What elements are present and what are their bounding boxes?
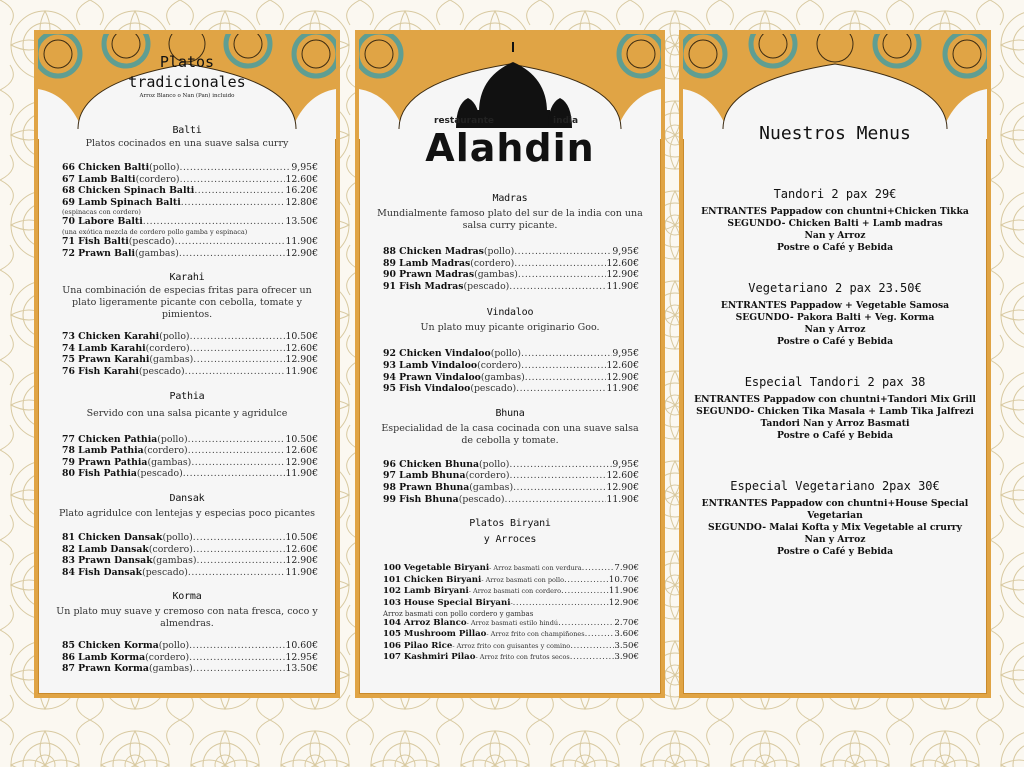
item-name: 101 Chicken Biryani (383, 574, 482, 585)
section-title-line2: tradicionales (128, 73, 246, 91)
dot-leader (191, 457, 285, 469)
dot-leader (504, 494, 606, 506)
item-note: (pescado) (458, 493, 505, 505)
item-note: (gambas) (152, 555, 197, 567)
item-name: 84 Fish Dansak (62, 566, 143, 578)
dot-leader (518, 269, 607, 281)
pathia-desc: Servido con una salsa picante y agridulce (86, 407, 288, 419)
dot-leader (514, 246, 612, 258)
dansak-list (62, 532, 318, 578)
balti-list (62, 162, 318, 208)
dot-leader (558, 618, 614, 630)
menu-item-row (62, 434, 318, 446)
item-name: 91 Fish Madras (383, 280, 464, 292)
item-note: (pollo) (479, 458, 510, 470)
item-note-69: (espinacas con cordero) (62, 208, 141, 217)
item-note: (gambas) (149, 354, 194, 366)
item-name: 106 Pilao Rice (383, 640, 453, 651)
set-menu-line: SEGUNDO- Pakora Balti + Veg. Korma (735, 312, 935, 323)
item-name: 100 Vegetable Biryani (383, 563, 490, 574)
dot-leader (179, 248, 286, 260)
item-price: 12.90€ (606, 371, 639, 383)
item-name: 97 Lamb Bhuna (383, 470, 466, 482)
balti-list-70 (62, 216, 318, 228)
balti-desc: Platos cocinados en una suave salsa curry (85, 138, 289, 149)
menu-item-row (383, 246, 639, 258)
menu-item-row (62, 544, 318, 556)
item-price: 11.90€ (285, 468, 318, 480)
item-note: - (510, 598, 513, 607)
set-menu-line: ENTRANTES Pappadow + Vegetable Samosa (720, 300, 950, 311)
item-note: - Arroz basmati con cordero (468, 587, 562, 596)
dot-leader (196, 555, 285, 567)
item-name: 70 Labore Balti (62, 216, 143, 228)
set-menu-block (683, 478, 987, 558)
item-name: 80 Fish Pathia (62, 468, 137, 480)
item-price: 11.90€ (285, 566, 318, 578)
set-menu-line: ENTRANTES Pappadow con chuntni+House Special Vegetarian (701, 498, 969, 521)
item-name: 82 Lamb Dansak (62, 543, 149, 555)
item-name: 93 Lamb Vindaloo (383, 359, 478, 371)
dot-leader (193, 663, 286, 675)
menu-item-row (62, 354, 318, 366)
item-price: 11.90€ (606, 280, 639, 292)
menu-item-row (62, 652, 318, 664)
dot-leader (190, 343, 286, 355)
item-price: 10.50€ (285, 433, 318, 445)
dot-leader (175, 236, 286, 248)
item-price: 12.90€ (608, 597, 639, 608)
set-menu-line: SEGUNDO- Chicken Tika Masala + Lamb Tika Jalfrezi (696, 406, 974, 417)
item-note: (pescado) (463, 280, 510, 292)
set-menu-block (683, 280, 987, 348)
menu-item-row (62, 468, 318, 480)
item-note: (pescado) (138, 365, 185, 377)
set-menu-title: Especial Tandori 2 pax 38 (744, 375, 926, 389)
item-note: (pollo) (159, 331, 190, 343)
dansak-desc: Plato agridulce con lentejas y especias poco picantes (59, 507, 315, 519)
dot-leader (194, 185, 285, 197)
item-note: (cordero) (145, 342, 190, 354)
menu-item-row (383, 470, 639, 482)
madras-list (383, 246, 639, 292)
dot-leader (189, 652, 285, 664)
item-note: (cordero) (143, 445, 188, 457)
dot-leader (570, 652, 615, 664)
item-note: - Arroz frito con guisantes y comino (452, 641, 571, 650)
item-note: (pollo) (483, 246, 515, 257)
karahi-desc: Una combinación de especias fritas para ofrecer un plato ligeramente picante con cebolla, tomate y pimientos. (62, 285, 312, 321)
item-price: 10.60€ (285, 640, 318, 652)
panel-traditional-dishes (34, 30, 340, 698)
item-price: 2.70€ (614, 617, 639, 628)
item-note: (cordero) (477, 359, 522, 371)
dot-leader (179, 162, 291, 174)
set-menu-block (683, 374, 987, 442)
menu-item-row (62, 343, 318, 355)
menu-item-row (62, 248, 318, 260)
item-price: 12.60€ (606, 257, 639, 269)
vindaloo-title: Vindaloo (486, 307, 534, 319)
item-note: - Arroz frito con champiñones (486, 630, 585, 639)
menu-item-row (383, 348, 639, 360)
karahi-title: Karahi (169, 272, 205, 284)
dot-leader (188, 434, 286, 446)
dot-leader (188, 445, 286, 457)
item-name: 78 Lamb Pathia (62, 445, 144, 457)
biryani-title-line1: Platos Biryani (469, 518, 551, 530)
item-note: (cordero) (135, 173, 180, 185)
dot-leader (525, 372, 607, 384)
set-menu-title: Especial Vegetariano 2pax 30€ (730, 479, 940, 493)
menu-item-row (383, 281, 639, 293)
dot-leader (516, 383, 606, 395)
dot-leader (521, 360, 606, 372)
set-menu-block (683, 186, 987, 254)
korma-title: Korma (172, 591, 202, 603)
dot-leader (189, 640, 285, 652)
dot-leader (143, 216, 286, 228)
set-menu-line: ENTRANTES Pappadow con chuntni+Chicken Tikka (701, 206, 969, 217)
section-title-line1: Platos (159, 53, 215, 71)
panel-set-menus (679, 30, 991, 698)
item-note-103: Arroz basmati con pollo cordero y gambas (383, 609, 534, 618)
item-price: 10.50€ (285, 531, 318, 543)
menu-item-row (62, 366, 318, 378)
title-note: Arroz Blanco o Nan (Pan) incluido (139, 93, 235, 99)
dot-leader (509, 459, 612, 471)
item-name: 104 Arroz Blanco (383, 617, 467, 628)
menu-item-row (62, 216, 318, 228)
dot-leader (188, 567, 286, 579)
item-price: 11.90€ (285, 365, 318, 377)
item-note: (pollo) (158, 640, 190, 652)
item-price: 3.50€ (614, 640, 639, 651)
item-name: 86 Lamb Korma (62, 651, 146, 663)
restaurant-name-logo: Alahdin (425, 126, 595, 170)
dot-leader (509, 470, 606, 482)
dot-leader (582, 563, 615, 575)
item-name: 107 Kashmiri Pilao (383, 652, 476, 663)
menu-item-row (62, 567, 318, 579)
set-menu-line: ENTRANTES Pappadow con chuntni+Tandori Mix Grill (694, 394, 976, 405)
menu-item-row (383, 629, 639, 641)
dot-leader (185, 366, 286, 378)
menu-item-row (62, 640, 318, 652)
item-price: 11.90€ (608, 586, 639, 597)
item-price: 13.50€ (285, 216, 318, 228)
item-price: 7.90€ (614, 563, 639, 574)
set-menu-line: SEGUNDO- Chicken Balti + Lamb madras (727, 218, 943, 229)
item-name: 92 Chicken Vindaloo (383, 348, 491, 360)
set-menu-line: Postre o Café y Bebida (776, 336, 894, 347)
item-name: 87 Prawn Korma (62, 663, 149, 675)
dot-leader (193, 354, 285, 366)
item-price: 11.90€ (606, 493, 639, 505)
menu-item-row (62, 445, 318, 457)
menu-item-row (62, 457, 318, 469)
menu-item-row (383, 258, 639, 270)
dot-leader (570, 641, 614, 653)
item-note: (cordero) (148, 543, 193, 555)
menu-item-row (383, 652, 639, 664)
item-name: 90 Prawn Madras (383, 269, 475, 281)
menu-item-row (383, 494, 639, 506)
menu-item-row (62, 532, 318, 544)
item-price: 12.95€ (285, 651, 318, 663)
item-name: 68 Chicken Spinach Balti (62, 185, 195, 197)
item-name: 66 Chicken Balti (62, 162, 150, 173)
item-note: (pollo) (157, 433, 188, 445)
dot-leader (513, 482, 606, 494)
menu-item-row (62, 663, 318, 675)
menu-item-row (383, 598, 639, 610)
item-price: 9,95€ (612, 458, 639, 470)
item-note: (gambas) (469, 481, 514, 493)
balti-list-2 (62, 236, 318, 259)
pathia-title: Pathia (169, 390, 205, 402)
menu-item-row (62, 197, 318, 209)
item-note: (cordero) (465, 470, 510, 482)
item-note: (gambas) (480, 371, 525, 383)
biryani-title-line2: y Arroces (483, 534, 537, 546)
item-note: (cordero) (470, 257, 515, 269)
menu-item-row (383, 459, 639, 471)
dot-leader (513, 598, 609, 610)
vindaloo-desc: Un plato muy picante originario Goo. (420, 322, 600, 334)
dot-leader (521, 348, 612, 360)
item-note: (pescado) (142, 566, 188, 578)
item-price: 9,95€ (612, 246, 639, 257)
item-price: 12.60€ (285, 173, 318, 185)
item-name: 89 Lamb Madras (383, 257, 471, 269)
bhuna-list (383, 459, 639, 505)
item-note: (gambas) (148, 663, 193, 675)
set-menu-line: Postre o Café y Bebida (776, 546, 894, 557)
item-note: (pescado) (136, 468, 183, 480)
menu-item-row (383, 269, 639, 281)
item-name: 94 Prawn Vindaloo (383, 371, 481, 383)
vindaloo-list (383, 348, 639, 394)
item-name: 98 Prawn Bhuna (383, 481, 470, 493)
panel-curries (355, 30, 665, 698)
item-name: 75 Prawn Karahi (62, 354, 150, 366)
item-price: 12.60€ (285, 342, 318, 354)
set-menu-title: Vegetariano 2 pax 23.50€ (748, 281, 922, 295)
menu-item-row (383, 383, 639, 395)
item-note: - Arroz basmati con verdura (489, 564, 582, 573)
item-note: (pollo) (149, 162, 180, 173)
menu-item-row (62, 236, 318, 248)
item-price: 12.90€ (285, 456, 318, 468)
item-name: 103 House Special Biryani (383, 597, 511, 608)
item-name: 74 Lamb Karahi (62, 342, 146, 354)
dot-leader (193, 544, 286, 556)
menu-item-row (62, 174, 318, 186)
pathia-list (62, 434, 318, 480)
set-menu-title: Tandori 2 pax 29€ (773, 187, 897, 201)
menu-item-row (383, 575, 639, 587)
menu-item-row (383, 586, 639, 598)
biryani-list (383, 563, 639, 609)
item-price: 12.60€ (606, 359, 639, 371)
item-note: (cordero) (145, 651, 190, 663)
item-price: 9,95€ (612, 348, 639, 360)
item-price: 12.80€ (285, 196, 318, 208)
item-price: 12.60€ (285, 445, 318, 457)
item-note: (pollo) (162, 531, 193, 543)
item-name: 76 Fish Karahi (62, 365, 139, 377)
item-note: (gambas) (147, 456, 192, 468)
item-note: - Arroz frito con frutos secos (475, 653, 570, 662)
menu-item-row (383, 482, 639, 494)
set-menu-line: Nan y Arroz (804, 534, 866, 545)
dot-leader (181, 197, 286, 209)
item-name: 77 Chicken Pathia (62, 433, 158, 445)
item-price: 10.70€ (608, 574, 639, 585)
item-note: (pollo) (490, 348, 522, 360)
item-name: 69 Lamb Spinach Balti (62, 196, 181, 208)
dot-leader (183, 468, 286, 480)
menu-item-row (62, 185, 318, 197)
item-note: (pescado) (470, 383, 517, 395)
set-menu-line: Nan y Arroz (804, 324, 866, 335)
item-name: 95 Fish Vindaloo (383, 383, 471, 395)
item-price: 13.50€ (285, 663, 318, 675)
item-name: 81 Chicken Dansak (62, 531, 163, 543)
set-menu-line: Postre o Café y Bebida (776, 242, 894, 253)
item-note: (gambas) (474, 269, 518, 281)
item-price: 12.90€ (606, 269, 639, 281)
item-name: 72 Prawn Bali (62, 247, 136, 259)
dansak-title: Dansak (169, 492, 205, 504)
korma-list (62, 640, 318, 675)
menu-item-row (383, 372, 639, 384)
item-name: 105 Mushroom Pillao (383, 629, 487, 640)
madras-desc: Mundialmente famoso plato del sur de la india con una salsa curry picante. (377, 208, 643, 231)
item-price: 11.90€ (606, 383, 639, 395)
item-price: 9,95€ (291, 162, 318, 173)
item-note: - Arroz basmati estilo hindú (466, 618, 559, 627)
item-name: 85 Chicken Korma (62, 640, 159, 652)
item-name: 73 Chicken Karahi (62, 331, 160, 343)
dot-leader (190, 331, 286, 343)
madras-title: Madras (492, 193, 528, 204)
karahi-list (62, 331, 318, 377)
item-price: 16.20€ (285, 185, 318, 197)
item-note-70: (una exótica mezcla de cordero pollo gamba y espinaca) (62, 227, 248, 236)
bhuna-desc: Especialidad de la casa cocinada con una suave salsa de cebolla y tomate. (381, 422, 639, 446)
menu-item-row (62, 331, 318, 343)
menu-item-row (62, 555, 318, 567)
item-name: 79 Prawn Pathia (62, 456, 148, 468)
dot-leader (561, 586, 609, 598)
item-name: 96 Chicken Bhuna (383, 458, 480, 470)
item-price: 12.90€ (285, 354, 318, 366)
set-menu-line: Tandori Nan y Arroz Basmati (760, 418, 910, 429)
set-menu-line: Nan y Arroz (804, 230, 866, 241)
item-price: 12.60€ (285, 543, 318, 555)
logo-india: india (553, 116, 579, 126)
item-price: 12.60€ (606, 470, 639, 482)
menu-item-row (383, 360, 639, 372)
item-price: 12.90€ (285, 555, 318, 567)
item-name: 88 Chicken Madras (383, 246, 484, 257)
item-price: 11.90€ (285, 235, 318, 247)
logo-restaurante: restaurante (434, 116, 495, 126)
item-name: 71 Fish Balti (62, 235, 129, 247)
dot-leader (509, 281, 606, 293)
item-note: (pescado) (128, 235, 175, 247)
set-menu-line: Postre o Café y Bebida (776, 430, 894, 441)
item-price: 12.90€ (285, 247, 318, 259)
item-note: (gambas) (135, 247, 179, 259)
menu-item-row (383, 641, 639, 653)
menu-item-row (383, 618, 639, 630)
item-name: 99 Fish Bhuna (383, 493, 459, 505)
item-name: 83 Prawn Dansak (62, 555, 153, 567)
item-price: 10.50€ (285, 331, 318, 343)
bhuna-title: Bhuna (495, 407, 525, 419)
korma-desc: Un plato muy suave y cremoso con nata fresca, coco y almendras. (56, 606, 318, 630)
item-price: 12.90€ (606, 481, 639, 493)
dot-leader (180, 174, 286, 186)
dot-leader (585, 629, 615, 641)
dot-leader (193, 532, 286, 544)
set-menus-title: Nuestros Menus (759, 123, 911, 144)
item-note: - Arroz basmati con pollo (481, 575, 565, 584)
menu-item-row (62, 162, 318, 174)
item-price: 3.60€ (614, 629, 639, 640)
dot-leader (564, 575, 609, 587)
balti-title: Balti (172, 125, 202, 136)
menu-item-row (383, 563, 639, 575)
item-name: 102 Lamb Biryani (383, 586, 469, 597)
rice-list (383, 618, 639, 664)
set-menu-line: SEGUNDO- Malai Kofta y Mix Vegetable al crurry (708, 522, 962, 533)
dot-leader (514, 258, 606, 270)
item-price: 3.90€ (614, 652, 639, 663)
item-name: 67 Lamb Balti (62, 173, 136, 185)
